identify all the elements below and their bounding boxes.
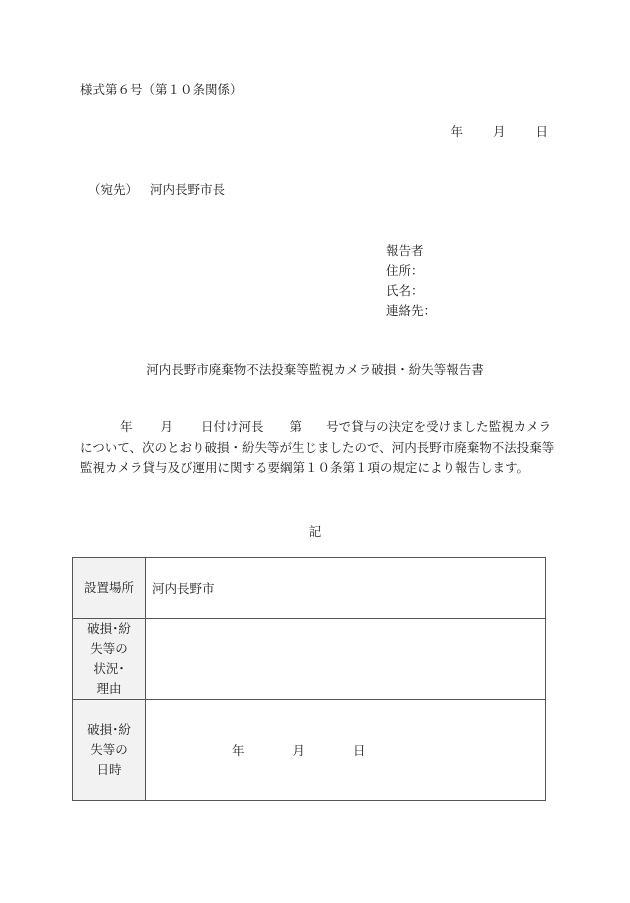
ki-heading: 記 [308, 524, 322, 539]
body-text: 号で貸与の決定を受けました監視カメラについて、次のとおり破損・紛失等が生じましたので、河内長野市廃棄物不法投棄等監視カメラ貸与及び運用に関する要綱第１０条第１項の規定により報告します。 [80, 419, 555, 475]
reporter-address-label: 住所： [386, 263, 424, 278]
addressee [88, 180, 225, 198]
reporter-block [386, 241, 436, 321]
date-day: 日 [535, 124, 548, 139]
reporter-contact-label: 連絡先： [386, 303, 437, 318]
body-month: 月 [160, 419, 174, 434]
date-month: 月 [492, 124, 506, 139]
table-row-situation [73, 619, 546, 700]
datetime-label-line1: 破損･紛 [87, 722, 131, 737]
datetime-label [73, 700, 146, 801]
form-number: 様式第６号（第１０条関係） [80, 82, 243, 97]
reporter-name-label: 氏名： [386, 283, 424, 298]
datetime-label-line2: 失等の [90, 742, 128, 757]
datetime-day: 日 [353, 743, 366, 758]
situation-value [146, 619, 546, 700]
location-label: 設置場所 [73, 558, 146, 619]
addressee-prefix: （宛先） [88, 182, 139, 197]
situation-label-line4: 理由 [96, 681, 122, 696]
body-date-prefix: 日付け河長 [201, 419, 264, 434]
report-date [450, 122, 548, 140]
body-year: 年 [120, 419, 133, 434]
detail-table [72, 557, 546, 801]
date-year: 年 [450, 124, 463, 139]
datetime-value [146, 700, 546, 801]
body-no-prefix: 第 [289, 419, 303, 434]
datetime-label-line3: 日時 [96, 762, 122, 777]
situation-label-line2: 失等の [90, 641, 128, 656]
document-title: 河内長野市廃棄物不法投棄等監視カメラ破損・紛失等報告書 [146, 362, 484, 377]
situation-label [73, 619, 146, 700]
situation-label-line1: 破損･紛 [87, 621, 131, 636]
situation-label-line3: 状況･ [93, 661, 125, 676]
reporter-label: 報告者 [386, 243, 424, 258]
addressee-name: 河内長野市長 [150, 182, 226, 197]
table-row-datetime [73, 700, 546, 801]
table-row-location [73, 558, 546, 619]
datetime-month: 月 [292, 743, 306, 758]
location-value: 河内長野市 [146, 558, 546, 619]
datetime-year: 年 [232, 743, 245, 758]
body-paragraph [80, 417, 556, 479]
